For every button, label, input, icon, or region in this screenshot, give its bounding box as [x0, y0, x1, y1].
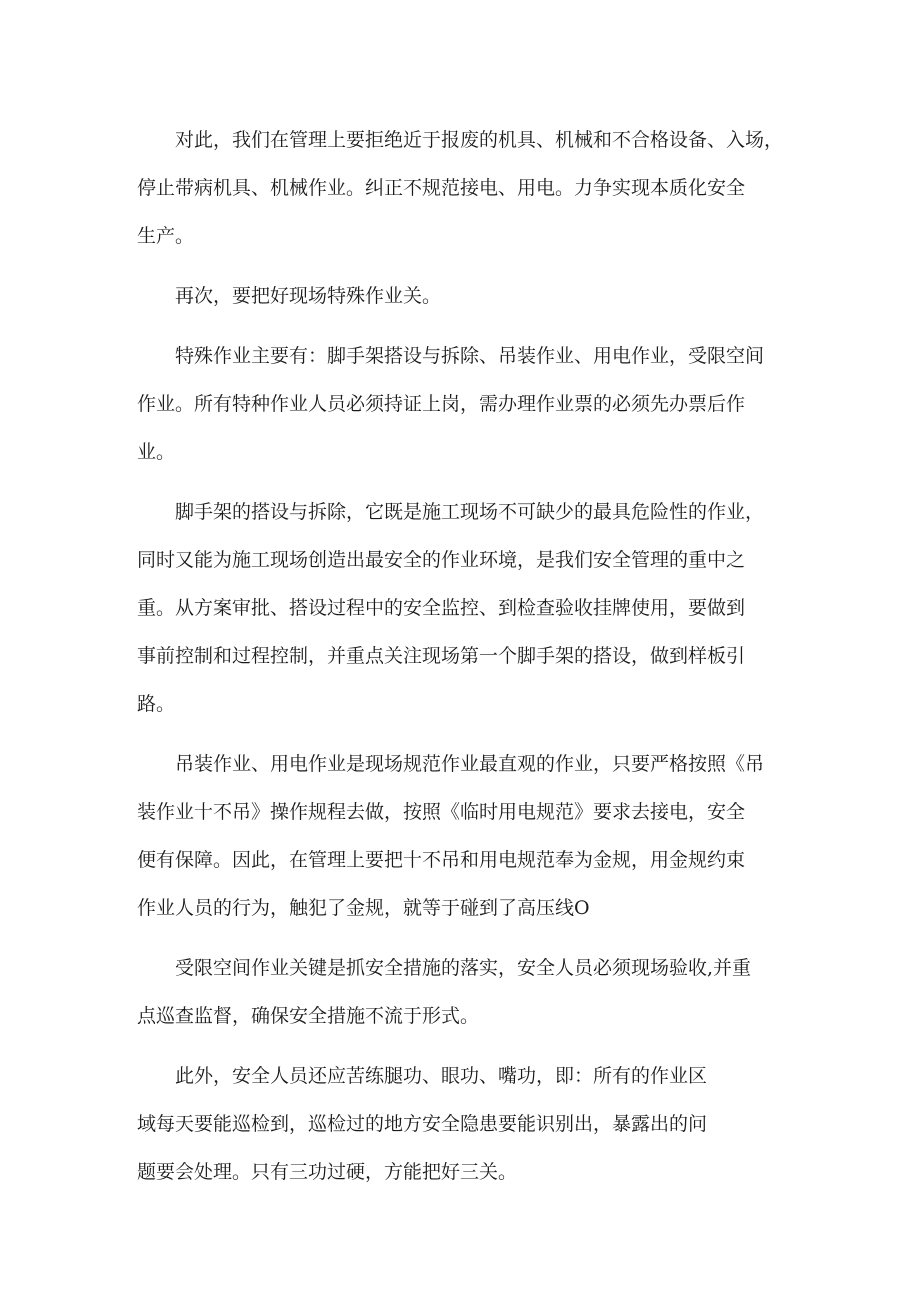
text-line: 吊装作业、用电作业是现场规范作业最直观的作业，只要严格按照《吊 — [175, 753, 765, 775]
text-line: 特殊作业主要有：脚手架搭设与拆除、吊装作业、用电作业，受限空间 — [175, 345, 765, 367]
text-line: 重。从方案审批、搭设过程中的安全监控、到检查验收挂牌使用，要做到 — [137, 597, 746, 619]
text-line: 业。 — [137, 441, 176, 463]
text-line: 作业。所有特种作业人员必须持证上岗，需办理作业票的必须先办票后作 — [137, 393, 746, 415]
paragraph-6 — [137, 944, 817, 1040]
text-line: 作业人员的行为，触犯了金规，就等于碰到了高压线O — [137, 897, 590, 919]
text-line: 同时又能为施工现场创造出最安全的作业环境，是我们安全管理的重中之 — [137, 549, 746, 571]
paragraph-2 — [137, 272, 817, 320]
text-line: 域每天要能巡检到，巡检过的地方安全隐患要能识别出，暴露出的问 — [137, 1113, 708, 1135]
paragraph-7 — [137, 1052, 817, 1196]
text-line: 点巡查监督，确保安全措施不流于形式。 — [137, 1005, 480, 1027]
text-line: 受限空间作业关键是抓安全措施的落实，安全人员必须现场验收,并重 — [175, 957, 752, 979]
text-line: 此外，安全人员还应苦练腿功、眼功、嘴功，即：所有的作业区 — [175, 1065, 708, 1087]
text-line: 便有保障。因此，在管理上要把十不吊和用电规范奉为金规，用金规约束 — [137, 849, 746, 871]
text-line: 对此，我们在管理上要拒绝近于报废的机具、机械和不合格设备、入场， — [175, 129, 784, 151]
text-line: 脚手架的搭设与拆除，它既是施工现场不可缺少的最具危险性的作业， — [175, 501, 765, 523]
text-line: 事前控制和过程控制，并重点关注现场第一个脚手架的搭设，做到样板引 — [137, 645, 746, 667]
document-body — [137, 116, 817, 1208]
text-line: 装作业十不吊》操作规程去做，按照《临时用电规范》要求去接电，安全 — [137, 801, 746, 823]
paragraph-3 — [137, 332, 817, 476]
text-line: 题要会处理。只有三功过硬，方能把好三关。 — [137, 1161, 518, 1183]
text-line: 停止带病机具、机械作业。纠正不规范接电、用电。力争实现本质化安全 — [137, 177, 746, 199]
paragraph-5 — [137, 740, 817, 932]
text-line: 路。 — [137, 693, 176, 715]
paragraph-1 — [137, 116, 817, 260]
paragraph-4 — [137, 488, 817, 728]
text-line: 生产。 — [137, 225, 195, 247]
text-line: 再次，要把好现场特殊作业关。 — [175, 285, 442, 307]
